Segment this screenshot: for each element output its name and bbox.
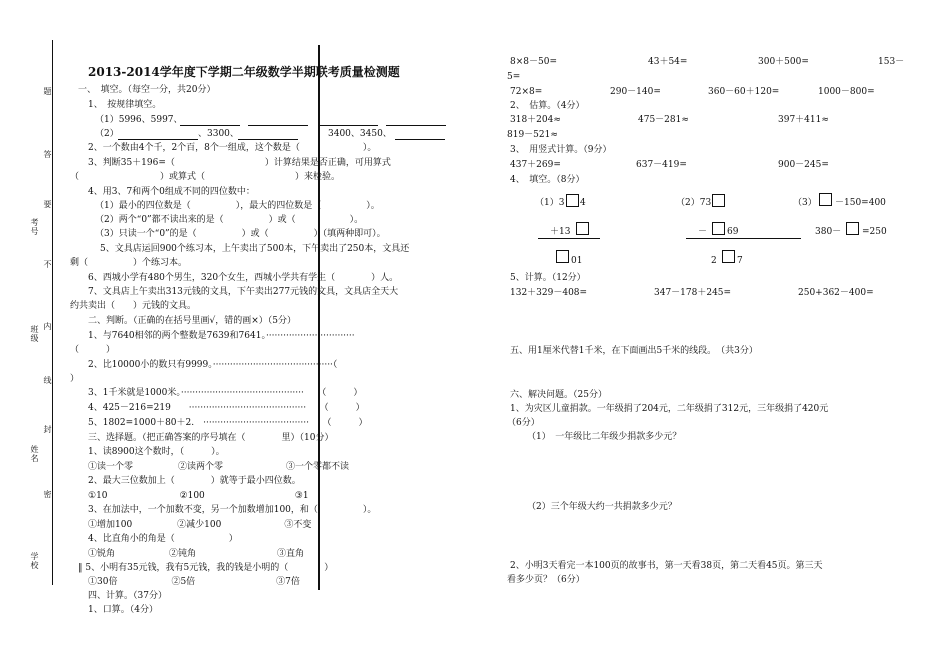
choice-4: 4、比直角小的角是（ ） (88, 534, 238, 544)
problem-1-part-2: （2）三个年级大约一共捐款多少元？ (527, 502, 677, 512)
mental-math-1: 8×8－50= (510, 57, 557, 67)
question-3a: 3、判断35＋196=（ ）计算结果是否正确，可用算式 (88, 158, 391, 168)
estimate-2: 475－281≈ (638, 115, 689, 125)
question-4: 4、用3、7和两个0组成不同的四位数中： (88, 187, 255, 197)
question-2: 2、一个数由4个千，2个百，8个一组成，这个数是（ ）。 (88, 143, 377, 153)
field-label-exam-number: 考号 (30, 218, 39, 236)
compute-1: 132＋329－408= (510, 288, 588, 298)
question-3b: （ ）或算式（ ）来检验。 (70, 172, 341, 182)
problem-1: 1、为灾区儿童捐款。一年级捐了204元，二年级捐了312元，三年级捐了420元 (510, 404, 829, 414)
section-4-heading: 四、计算。（37分） (88, 591, 167, 601)
choice-1-options: ①读一个零 ②读两个零 ③一个零都不读 (88, 462, 350, 472)
choice-5: ‖ 5、小明有35元钱，我有5元钱，我的钱是小明的（ ） (78, 563, 334, 573)
estimate-4: 819－521≈ (507, 130, 558, 140)
section-2-heading: 二、判断。（正确的在括号里画√，错的画×）（5分） (88, 316, 297, 326)
fill-2-minus: － (698, 227, 708, 237)
mental-math-4-cont: 5= (507, 72, 521, 82)
vertical-calc-2: 637－419= (636, 160, 687, 170)
question-4c: （3）只读一个“0”的是（ ）或（ ）（填两种即可）。 (95, 229, 386, 239)
digit-box[interactable] (712, 222, 725, 235)
choice-1: 1、读8900这个数时，（ ）。 (88, 447, 225, 457)
choice-3-options: ①增加100 ②减少100 ③不变 (88, 520, 312, 530)
digit-box[interactable] (846, 222, 859, 235)
digit-box[interactable] (712, 194, 725, 207)
fill-2-bottom-b: 7 (737, 256, 743, 266)
question-7b: 约共卖出（ ）元钱的文具。 (70, 301, 197, 311)
mental-math-5: 72×8= (510, 87, 543, 97)
field-label-school: 学校 (30, 552, 39, 570)
judge-3: 3、1千米就是1000米。··········································· （ ） (88, 388, 363, 398)
judge-1-bracket: （ ） (70, 345, 116, 355)
fill-3-d: =250 (862, 227, 887, 237)
question-4a: （1）最小的四位数是（ ），最大的四位数是（ ）。 (95, 201, 380, 211)
question-4b: （2）两个“0”都不读出来的是（ ）或（ ）。 (95, 215, 364, 225)
mental-math-2: 43＋54= (648, 57, 688, 67)
choice-2: 2、最大三位数加上（ ）就等于最小四位数。 (88, 476, 301, 486)
section-1-heading: 一、 填空。（每空一分，共20分） (78, 85, 216, 95)
fill-in-heading: 4、 填空。（8分） (510, 175, 585, 185)
answer-line (386, 125, 446, 126)
margin-label: 答 (43, 150, 52, 159)
digit-box[interactable] (566, 194, 579, 207)
section-4-part-1: 1、口算。（4分） (88, 605, 158, 615)
margin-label: 题 (43, 87, 52, 96)
answer-line (318, 125, 378, 126)
fill-3-a: （3） (793, 198, 817, 208)
answer-line (238, 139, 298, 140)
judge-2: 2、比10000小的数只有9999。··········································（ (88, 360, 365, 370)
question-1: 1、 按规律填空。 (88, 100, 162, 110)
digit-box[interactable] (576, 222, 589, 235)
fill-3-b: －150=400 (835, 198, 886, 208)
fill-3-c: 380－ (815, 227, 842, 237)
compute-2: 347－178＋245= (654, 288, 732, 298)
margin-line (52, 40, 53, 585)
margin-label: 不 (43, 260, 52, 269)
question-6: 6、西城小学有480个男生，320个女生，西城小学共有学生（ ）人。 (88, 273, 399, 283)
question-1a: （1）5996、5997、 (95, 115, 183, 125)
judge-1: 1、与7640相邻的两个整数是7639和7641。······························· (88, 331, 355, 341)
vertical-calc-3: 900－245= (778, 160, 829, 170)
margin-label: 线 (43, 376, 52, 385)
margin-label: 封 (43, 425, 52, 434)
question-7a: 7、文具店上午卖出313元钱的文具，下午卖出277元钱的文具，文具店全天大 (88, 287, 399, 297)
fill-1-top-digit: 4 (580, 198, 586, 208)
field-label-name: 姓名 (30, 445, 39, 463)
vertical-calc-heading: 3、 用竖式计算。（9分） (510, 145, 612, 155)
choice-4-options: ①锐角 ②钝角 ③直角 (88, 549, 305, 559)
difference-line (686, 238, 801, 239)
mental-math-3: 300＋500= (758, 57, 809, 67)
answer-line (395, 139, 445, 140)
judge-5: 5、1802=1000＋80＋2. ····································· （ ） (88, 418, 368, 428)
fill-2-mid: 69 (727, 227, 739, 237)
fill-1-mid: ＋13 (550, 227, 571, 237)
mental-math-6: 290－140= (610, 87, 661, 97)
answer-line (248, 125, 308, 126)
question-1b-mid: 、3300、 (198, 129, 239, 139)
compute-3: 250+362－400= (798, 288, 874, 298)
problem-1-points: （6分） (507, 418, 540, 428)
problem-2-cont: 看多少页？（6分） (507, 575, 585, 585)
mental-math-7: 360－60＋120= (708, 87, 780, 97)
judge-2-bracket: ） (70, 374, 80, 384)
section-3-heading: 三、选择题。（把正确答案的序号填在（ 里）（10分） (88, 433, 334, 443)
sum-line (538, 238, 600, 239)
fill-2-top: （2）73 (676, 198, 712, 208)
mental-math-4: 153－ (878, 57, 905, 67)
field-label-class: 班级 (30, 325, 39, 343)
judge-4: 4、425－216=219 ········································· （ ） (88, 403, 365, 413)
problem-2: 2、小明3天看完一本100页的故事书，第一天看38页，第二天看45页。第三天 (510, 561, 823, 571)
digit-box[interactable] (556, 250, 569, 263)
compute-heading: 5、计算。（12分） (510, 273, 586, 283)
question-5a: 5、文具店运回900个练习本，上午卖出了500本，下午卖出了250本，文具还 (100, 244, 410, 254)
question-5b: 剩（ ）个练习本。 (70, 258, 188, 268)
section-5-heading: 五、用1厘米代替1千米，在下面画出5千米的线段。 （共3分） (510, 346, 758, 356)
estimate-heading: 2、 估算。（4分） (510, 101, 585, 111)
choice-5-options: ①30倍 ②5倍 ③7倍 (88, 577, 300, 587)
choice-3: 3、在加法中，一个加数不变，另一个加数增加100，和（ ）。 (88, 505, 377, 515)
digit-box[interactable] (722, 250, 735, 263)
digit-box[interactable] (819, 193, 832, 206)
estimate-3: 397＋411≈ (778, 115, 829, 125)
question-1b-end: 3400、3450、 (328, 129, 392, 139)
mental-math-8: 1000－800= (818, 87, 875, 97)
fill-1-top: （1）3 (535, 198, 565, 208)
margin-label: 密 (43, 490, 52, 499)
problem-1-part-1: （1） 一年级比二年级少捐款多少元？ (527, 432, 682, 442)
margin-label: 内 (43, 322, 52, 331)
choice-2-options: ①10 ②100 ③1 (88, 491, 309, 501)
margin-label: 要 (43, 200, 52, 209)
fill-2-bottom-a: 2 (711, 256, 717, 266)
question-1b: （2） (95, 129, 119, 139)
answer-line (180, 125, 240, 126)
fill-1-bottom: 01 (571, 256, 583, 266)
section-6-heading: 六、解决问题。（25分） (510, 390, 607, 400)
answer-line (118, 139, 198, 140)
page-title: 2013-2014学年度下学期二年级数学半期联考质量检测题 (88, 65, 400, 79)
vertical-calc-1: 437＋269= (510, 160, 561, 170)
estimate-1: 318＋204≈ (510, 115, 561, 125)
